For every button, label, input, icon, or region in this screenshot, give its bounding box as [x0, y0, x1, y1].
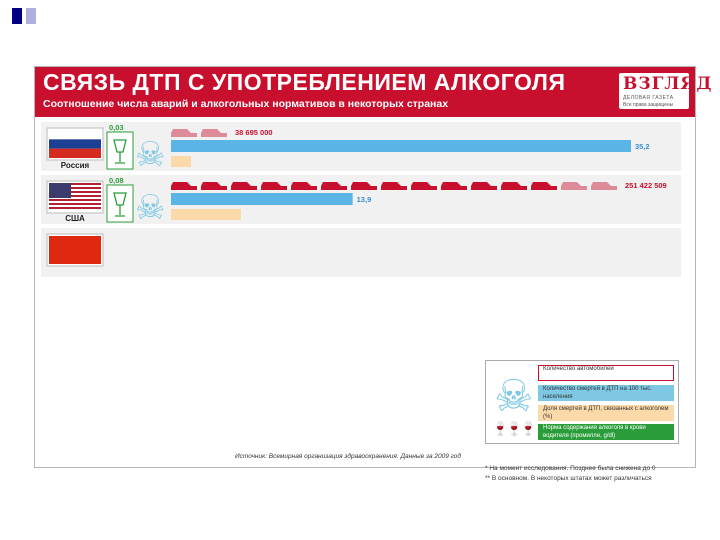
- legend: [485, 360, 679, 444]
- flag-part: [49, 207, 101, 209]
- plot-area: [35, 117, 695, 482]
- legend-item-deaths: Количество смертей в ДТП на 100 тыс. населения: [538, 385, 674, 401]
- country-flag: [47, 128, 103, 160]
- infographic: [34, 66, 713, 482]
- logo-name: ВЗГЛЯД: [623, 74, 713, 94]
- chart-subtitle: Соотношение числа аварий и алкогольных нормативов в некоторых странах: [43, 98, 449, 110]
- legend-item-alcohol-share: Доля смертей в ДТП, связанных с алкоголем (%): [538, 405, 674, 421]
- source-note: Источник: Всемирная организация здравоохранения. Данные за 2009 год: [235, 453, 462, 460]
- country-flag: [47, 181, 103, 213]
- deaths-label: 13,9: [356, 195, 372, 204]
- wine-glass-icon: 🍷🍷🍷: [492, 421, 535, 436]
- legend-item-bac-limit: Норма содержания алкоголя в крови водителя (промилле, g/dl): [538, 424, 674, 440]
- country-label: Россия: [60, 161, 90, 170]
- alcohol-share-bar: [171, 209, 241, 220]
- flag-part: [49, 236, 101, 264]
- bac-limit-label: 0,03: [109, 123, 124, 132]
- header-banner: [35, 67, 713, 117]
- country-flag: [47, 234, 103, 266]
- flag-part: [49, 199, 101, 201]
- footnote: * На момент исследования. Позднее была снижена до 0: [485, 465, 656, 472]
- deaths-label: 35,2: [635, 142, 650, 151]
- flag-part: [49, 203, 101, 205]
- deaths-bar: [171, 140, 631, 152]
- logo-line: Все права защищены: [623, 102, 674, 108]
- flag-part: [49, 149, 101, 158]
- deco-square: [12, 8, 22, 24]
- country-label: США: [65, 214, 85, 223]
- car-count-label: 38 695 000: [235, 128, 273, 137]
- flag-part: [49, 183, 71, 198]
- row-background: [41, 228, 681, 277]
- alcohol-share-bar: [171, 156, 191, 167]
- logo: [619, 73, 713, 109]
- footnotes: [485, 464, 656, 484]
- flag-part: [49, 139, 101, 148]
- chart-title: СВЯЗЬ ДТП С УПОТРЕБЛЕНИЕМ АЛКОГОЛЯ: [43, 69, 566, 95]
- footnote: ** В основном. В некоторых штатах может различаться: [485, 475, 652, 482]
- bac-limit-label: 0,08: [109, 176, 124, 185]
- car-count-label: 251 422 509: [625, 181, 667, 190]
- logo-tagline: ДЕЛОВАЯ ГАЗЕТА: [623, 95, 674, 101]
- skull-icon: ☠: [494, 372, 534, 421]
- legend-item-cars: Количество автомобилей: [538, 365, 674, 381]
- slide-decoration: [0, 0, 720, 36]
- skull-icon: ☠: [135, 188, 166, 228]
- skull-icon: ☠: [135, 135, 166, 175]
- deco-square: [26, 8, 36, 24]
- flag-part: [49, 130, 101, 139]
- deaths-bar: [171, 193, 353, 205]
